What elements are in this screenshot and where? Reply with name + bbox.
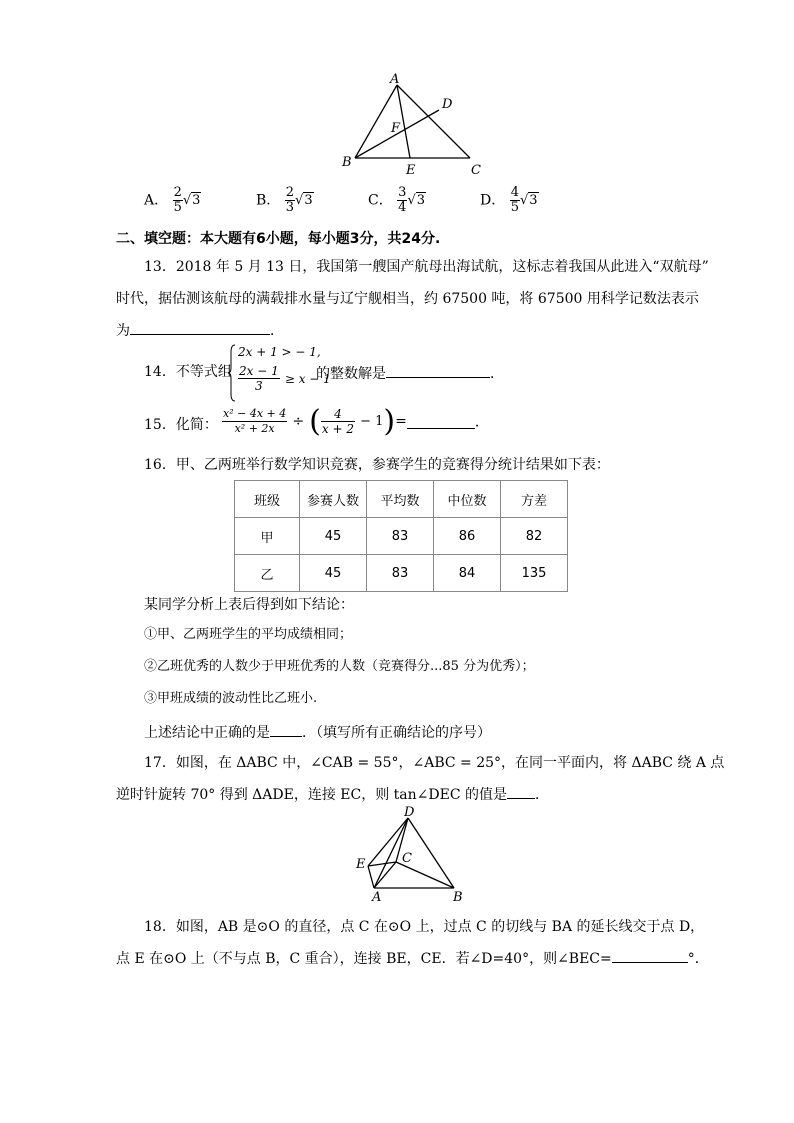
q16-conclusion-3: ③甲班成绩的波动性比乙班小.: [144, 691, 318, 706]
table-header: 平均数: [367, 481, 434, 518]
table-cell: 45: [300, 555, 367, 592]
brace-icon: [228, 344, 236, 402]
q17-line1: 17．如图，在 ΔABC 中，∠CAB = 55°，∠ABC = 25°，在同一平面内，将 ΔABC 绕 A 点: [144, 755, 725, 771]
option-d[interactable]: D． $\frac{4}{5}$ √3: [480, 185, 538, 215]
table-cell: 83: [367, 518, 434, 555]
triangle-figure-1: [330, 70, 490, 180]
q13-answer-blank[interactable]: [130, 320, 270, 335]
label-f: F: [391, 121, 401, 136]
label-a: A: [390, 72, 400, 87]
table-header: 参赛人数: [300, 481, 367, 518]
table-cell: 86: [434, 518, 501, 555]
q13-line3: 为 ．: [116, 320, 284, 340]
table-cell: 82: [501, 518, 568, 555]
q18-line1: 18．如图，AB 是⊙O 的直径，点 C 在⊙O 上，过点 C 的切线与 BA 的延长线交于点 D，: [144, 919, 705, 935]
table-cell: 乙: [235, 555, 300, 592]
option-c[interactable]: C． $\frac{3}{4}$ √3: [368, 185, 426, 215]
table-cell: 甲: [235, 518, 300, 555]
rotation-figure: [350, 804, 470, 904]
q13-line1: 13．2018 年 5 月 13 日，我国第一艘国产航母出海试航，这标志着我国从此进入“双航母”: [144, 259, 709, 275]
table-cell: 84: [434, 555, 501, 592]
q16-analysis: 某同学分析上表后得到如下结论：: [144, 597, 354, 613]
q16-question: 上述结论中正确的是 ．（填写所有正确结论的序号）: [144, 722, 491, 742]
inequality-system: [228, 344, 331, 402]
label-e: E: [406, 163, 416, 178]
section-title: 二、填空题：本大题有6小题，每小题3分，共24分.: [116, 231, 441, 247]
score-table: [234, 480, 568, 592]
label-a: A: [372, 890, 382, 904]
q18-line2: 点 E 在⊙O 上（不与点 B，C 重合），连接 BE，CE．若∠D=40°，则∠BEC= °．: [116, 948, 709, 968]
q16-conclusion-2: ②乙班优秀的人数少于甲班优秀的人数（竞赛得分...85 分为优秀）；: [144, 659, 535, 674]
segment-ea: [368, 866, 374, 888]
q18-answer-blank[interactable]: [612, 948, 688, 963]
q14-answer-blank[interactable]: [386, 363, 490, 378]
table-header: 中位数: [434, 481, 501, 518]
table-row: [235, 555, 568, 592]
table-header: 方差: [501, 481, 568, 518]
table-header: 班级: [235, 481, 300, 518]
label-e: E: [356, 857, 366, 872]
q15-answer-blank[interactable]: [407, 414, 475, 429]
label-c: C: [471, 163, 481, 178]
table-header-row: [235, 481, 568, 518]
table-cell: 135: [501, 555, 568, 592]
q16-answer-blank[interactable]: [270, 722, 302, 737]
table-cell: 45: [300, 518, 367, 555]
segment-ec: [368, 862, 396, 866]
label-b: B: [453, 890, 463, 904]
q16-intro: 16．甲、乙两班举行数学知识竞赛，参赛学生的竞赛得分统计结果如下表：: [144, 457, 610, 473]
table-cell: 83: [367, 555, 434, 592]
label-b: B: [342, 155, 352, 170]
inequality-1: 2x + 1 > − 1,: [238, 345, 321, 359]
q15-expression: $\frac{\text{x² − 4x + 4}}{\text{x² + 2x}}$ ÷ ( $\frac{4}{x + 2}$ − 1)= ．: [223, 404, 489, 439]
option-a[interactable]: A． $\frac{2}{5}$ √3: [144, 185, 201, 215]
inequality-2: $\frac{2x - 1}{3}$ ≥ x − 1: [239, 364, 331, 393]
q15-prefix: 15．化简：: [144, 417, 218, 433]
q17-line2: 逆时针旋转 70° 得到 ΔADE，连接 EC，则 tan∠DEC 的值是 ．: [116, 784, 549, 804]
q16-conclusion-1: ①甲、乙两班学生的平均成绩相同；: [144, 627, 353, 642]
label-c: C: [402, 851, 412, 866]
q14-prefix: 14．不等式组: [144, 364, 232, 380]
label-d: D: [442, 97, 453, 112]
q14-suffix: 的整数解是 ．: [316, 363, 504, 383]
q13-line2: 时代，据估测该航母的满载排水量与辽宁舰相当，约 67500 吨，将 67500 用科学记数法表示: [116, 291, 699, 307]
table-row: [235, 518, 568, 555]
label-d: D: [404, 805, 415, 820]
option-b[interactable]: B． $\frac{2}{3}$ √3: [256, 185, 313, 215]
q17-answer-blank[interactable]: [507, 784, 535, 799]
